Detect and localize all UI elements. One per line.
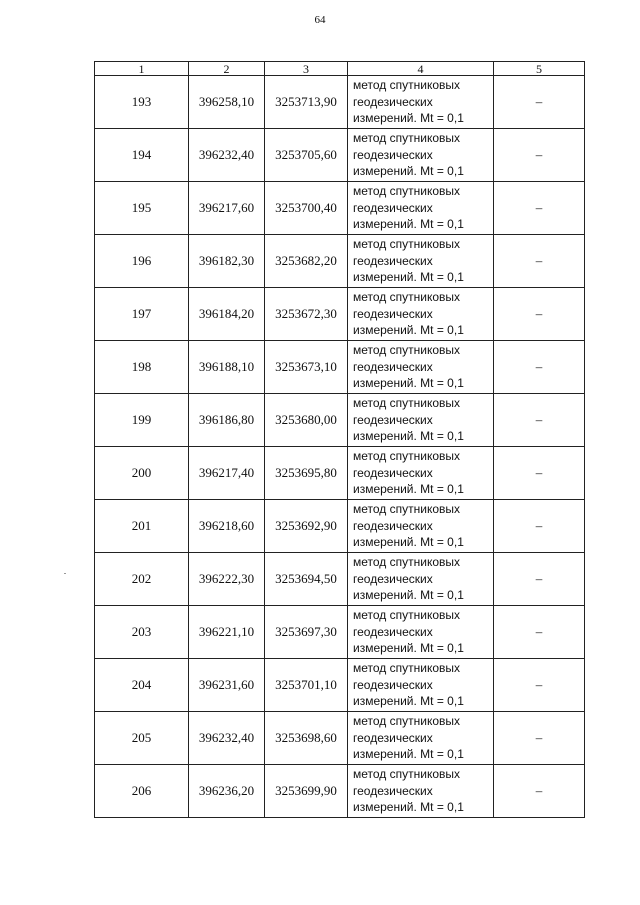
method-line: измерений. Mt = 0,1 <box>353 482 464 497</box>
note-value: – <box>494 129 585 182</box>
coordinate-x: 396217,60 <box>189 182 265 235</box>
method-line: измерений. Mt = 0,1 <box>353 323 464 338</box>
point-number: 195 <box>95 182 189 235</box>
method-line: измерений. Mt = 0,1 <box>353 641 464 656</box>
coordinate-x: 396218,60 <box>189 500 265 553</box>
method-line: измерений. Mt = 0,1 <box>353 747 464 762</box>
method-description <box>348 712 494 765</box>
note-value: – <box>494 500 585 553</box>
point-number: 202 <box>95 553 189 606</box>
method-description <box>348 553 494 606</box>
table-row <box>95 712 585 765</box>
method-line: измерений. Mt = 0,1 <box>353 111 464 126</box>
scan-speck <box>64 573 66 574</box>
coordinate-y: 3253672,30 <box>265 288 348 341</box>
coordinate-y: 3253700,40 <box>265 182 348 235</box>
point-number: 198 <box>95 341 189 394</box>
method-line: геодезических <box>353 677 433 692</box>
method-description <box>348 288 494 341</box>
method-description <box>348 500 494 553</box>
table-row <box>95 182 585 235</box>
note-value: – <box>494 341 585 394</box>
method-description <box>348 129 494 182</box>
table-row <box>95 288 585 341</box>
method-line: измерений. Mt = 0,1 <box>353 588 464 603</box>
method-line: измерений. Mt = 0,1 <box>353 270 464 285</box>
method-line: метод спутниковых <box>353 661 461 676</box>
table-row <box>95 553 585 606</box>
coordinates-table <box>94 61 585 818</box>
method-line: геодезических <box>353 730 433 745</box>
method-description <box>348 659 494 712</box>
note-value: – <box>494 288 585 341</box>
table-row <box>95 500 585 553</box>
table-row <box>95 447 585 500</box>
header-col-3: 3 <box>265 62 348 76</box>
method-line: метод спутниковых <box>353 343 461 358</box>
method-line: геодезических <box>353 253 433 268</box>
point-number: 205 <box>95 712 189 765</box>
coordinate-x: 396217,40 <box>189 447 265 500</box>
coordinate-y: 3253697,30 <box>265 606 348 659</box>
method-description <box>348 235 494 288</box>
method-line: метод спутниковых <box>353 555 461 570</box>
method-line: геодезических <box>353 359 433 374</box>
method-line: геодезических <box>353 571 433 586</box>
point-number: 197 <box>95 288 189 341</box>
method-description <box>348 76 494 129</box>
coordinate-y: 3253694,50 <box>265 553 348 606</box>
point-number: 196 <box>95 235 189 288</box>
coordinate-x: 396188,10 <box>189 341 265 394</box>
table-row <box>95 76 585 129</box>
note-value: – <box>494 606 585 659</box>
point-number: 206 <box>95 765 189 818</box>
note-value: – <box>494 394 585 447</box>
point-number: 193 <box>95 76 189 129</box>
coordinate-x: 396221,10 <box>189 606 265 659</box>
method-line: метод спутниковых <box>353 449 461 464</box>
method-line: геодезических <box>353 783 433 798</box>
method-line: геодезических <box>353 94 433 109</box>
table-row <box>95 606 585 659</box>
table-row <box>95 765 585 818</box>
method-line: измерений. Mt = 0,1 <box>353 217 464 232</box>
header-col-4: 4 <box>348 62 494 76</box>
method-line: геодезических <box>353 200 433 215</box>
method-line: измерений. Mt = 0,1 <box>353 535 464 550</box>
coordinate-y: 3253695,80 <box>265 447 348 500</box>
method-line: метод спутниковых <box>353 502 461 517</box>
method-line: метод спутниковых <box>353 131 461 146</box>
note-value: – <box>494 76 585 129</box>
method-line: геодезических <box>353 518 433 533</box>
coordinate-x: 396222,30 <box>189 553 265 606</box>
method-description <box>348 394 494 447</box>
header-col-2: 2 <box>189 62 265 76</box>
note-value: – <box>494 553 585 606</box>
page-number: 64 <box>314 14 326 26</box>
table-row <box>95 659 585 712</box>
method-line: измерений. Mt = 0,1 <box>353 164 464 179</box>
method-line: метод спутниковых <box>353 714 461 729</box>
method-line: геодезических <box>353 412 433 427</box>
coordinate-y: 3253699,90 <box>265 765 348 818</box>
method-line: метод спутниковых <box>353 396 461 411</box>
header-col-5: 5 <box>494 62 585 76</box>
table-row <box>95 394 585 447</box>
method-line: метод спутниковых <box>353 78 461 93</box>
method-line: метод спутниковых <box>353 237 461 252</box>
point-number: 200 <box>95 447 189 500</box>
coordinate-x: 396232,40 <box>189 712 265 765</box>
method-line: метод спутниковых <box>353 184 461 199</box>
header-col-1: 1 <box>95 62 189 76</box>
point-number: 201 <box>95 500 189 553</box>
method-line: геодезических <box>353 624 433 639</box>
coordinate-x: 396258,10 <box>189 76 265 129</box>
method-description <box>348 606 494 659</box>
point-number: 194 <box>95 129 189 182</box>
coordinate-x: 396231,60 <box>189 659 265 712</box>
note-value: – <box>494 235 585 288</box>
method-line: измерений. Mt = 0,1 <box>353 800 464 815</box>
point-number: 199 <box>95 394 189 447</box>
table-row <box>95 129 585 182</box>
method-description <box>348 341 494 394</box>
method-line: метод спутниковых <box>353 767 461 782</box>
method-line: геодезических <box>353 465 433 480</box>
method-description <box>348 765 494 818</box>
method-line: измерений. Mt = 0,1 <box>353 376 464 391</box>
method-description <box>348 447 494 500</box>
coordinate-y: 3253682,20 <box>265 235 348 288</box>
coordinate-y: 3253673,10 <box>265 341 348 394</box>
method-line: метод спутниковых <box>353 290 461 305</box>
note-value: – <box>494 447 585 500</box>
table-header-row <box>95 62 585 76</box>
method-description <box>348 182 494 235</box>
coordinate-x: 396182,30 <box>189 235 265 288</box>
coordinate-x: 396184,20 <box>189 288 265 341</box>
note-value: – <box>494 182 585 235</box>
coordinate-y: 3253692,90 <box>265 500 348 553</box>
note-value: – <box>494 659 585 712</box>
note-value: – <box>494 765 585 818</box>
method-line: измерений. Mt = 0,1 <box>353 429 464 444</box>
method-line: геодезических <box>353 147 433 162</box>
coordinate-x: 396186,80 <box>189 394 265 447</box>
method-line: метод спутниковых <box>353 608 461 623</box>
coordinate-x: 396232,40 <box>189 129 265 182</box>
coordinate-y: 3253705,60 <box>265 129 348 182</box>
table-row <box>95 341 585 394</box>
coordinate-y: 3253680,00 <box>265 394 348 447</box>
table-row <box>95 235 585 288</box>
note-value: – <box>494 712 585 765</box>
point-number: 204 <box>95 659 189 712</box>
method-line: геодезических <box>353 306 433 321</box>
coordinate-y: 3253698,60 <box>265 712 348 765</box>
coordinate-y: 3253713,90 <box>265 76 348 129</box>
method-line: измерений. Mt = 0,1 <box>353 694 464 709</box>
coordinate-y: 3253701,10 <box>265 659 348 712</box>
point-number: 203 <box>95 606 189 659</box>
coordinate-x: 396236,20 <box>189 765 265 818</box>
